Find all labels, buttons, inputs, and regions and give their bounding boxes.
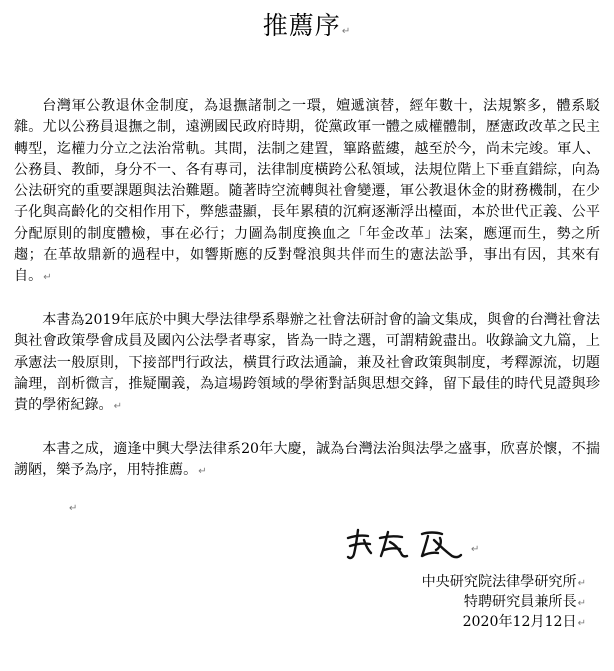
paragraph-2 [14,310,600,417]
page-title [0,6,614,52]
paragraph-mark-icon: ↵ [577,598,586,609]
paragraph-mark-icon: ↵ [198,466,207,478]
sign-date: 2020年12月12日↵ [462,614,586,630]
paragraph-1 [14,96,600,289]
paragraph-3 [14,439,600,483]
title-text: 推薦序 [262,11,341,40]
paragraph-mark-icon: ↵ [577,578,586,589]
preface-body [14,96,600,504]
paragraph-2-text: 本書為2019年底於中興大學法律學系舉辦之社會法研討會的論文集成，與會的台灣社會法與社會政策學會成員及國內公法學者專家，皆為一時之選，可謂精銳盡出。收錄論文九篇，上承憲法一般原則，下接部門行政法，橫貫行政法通論，兼及社會政策與制度，考釋源流，切題論理，剖析微言，推疑闡義，為這場跨領域的學術對話與思想交鋒，留下最佳的時代見證與珍貴的學術紀錄。 [14,311,600,414]
signer-institution: 中央研究院法律學研究所↵ [421,574,586,590]
handwritten-signature [344,526,464,562]
paragraph-mark-icon: ↵ [341,26,352,37]
signer-title: 特聘研究員兼所長↵ [463,594,586,610]
paragraph-mark-icon: ↵ [113,401,123,413]
signature-block [422,573,586,633]
paragraph-mark-icon: ↵ [577,618,586,629]
paragraph-1-text: 台灣軍公教退休金制度，為退撫諸制之一環，嬗遞演替，經年數十，法規繁多，體系駁雜。尤以公務員退撫之制，遠溯國民政府時期，從黨政軍一體之威權體制，歷憲政改革之民主轉型，迄權力分立之法治常軌。其間，法制之建置，篳路藍縷，越至於今，尚未完竣。軍人、公務員、教師，身分不一、各有專司，法律制度橫跨公私領域，法規位階上下垂直錯綜，向為公法研究的重要課題與法治難題。隨著時空流轉與社會變遷，軍公教退休金的財務機制，在少子化與高齡化的交相作用下，弊態盡顯，長年累積的沉痾逐漸浮出檯面，本於世代正義、公平分配原則的制度體檢，事在必行；力圖為制度換血之「年金改革」法案，應運而生，勢之所趨；在革故鼎新的過程中，如響斯應的反對聲浪與共伴而生的憲法訟爭，事出有因，其來有自。 [14,98,600,285]
paragraph-3-text: 本書之成，適逢中興大學法律系20年大慶，誠為台灣法治與法學之盛事，欣喜於懷，不揣謭陋，樂予為序，用特推薦。 [14,440,600,479]
empty-paragraph-mark-icon: ↵ [69,503,78,514]
paragraph-mark-icon: ↵ [43,272,52,284]
signature-paragraph-mark-icon: ↵ [471,544,480,555]
